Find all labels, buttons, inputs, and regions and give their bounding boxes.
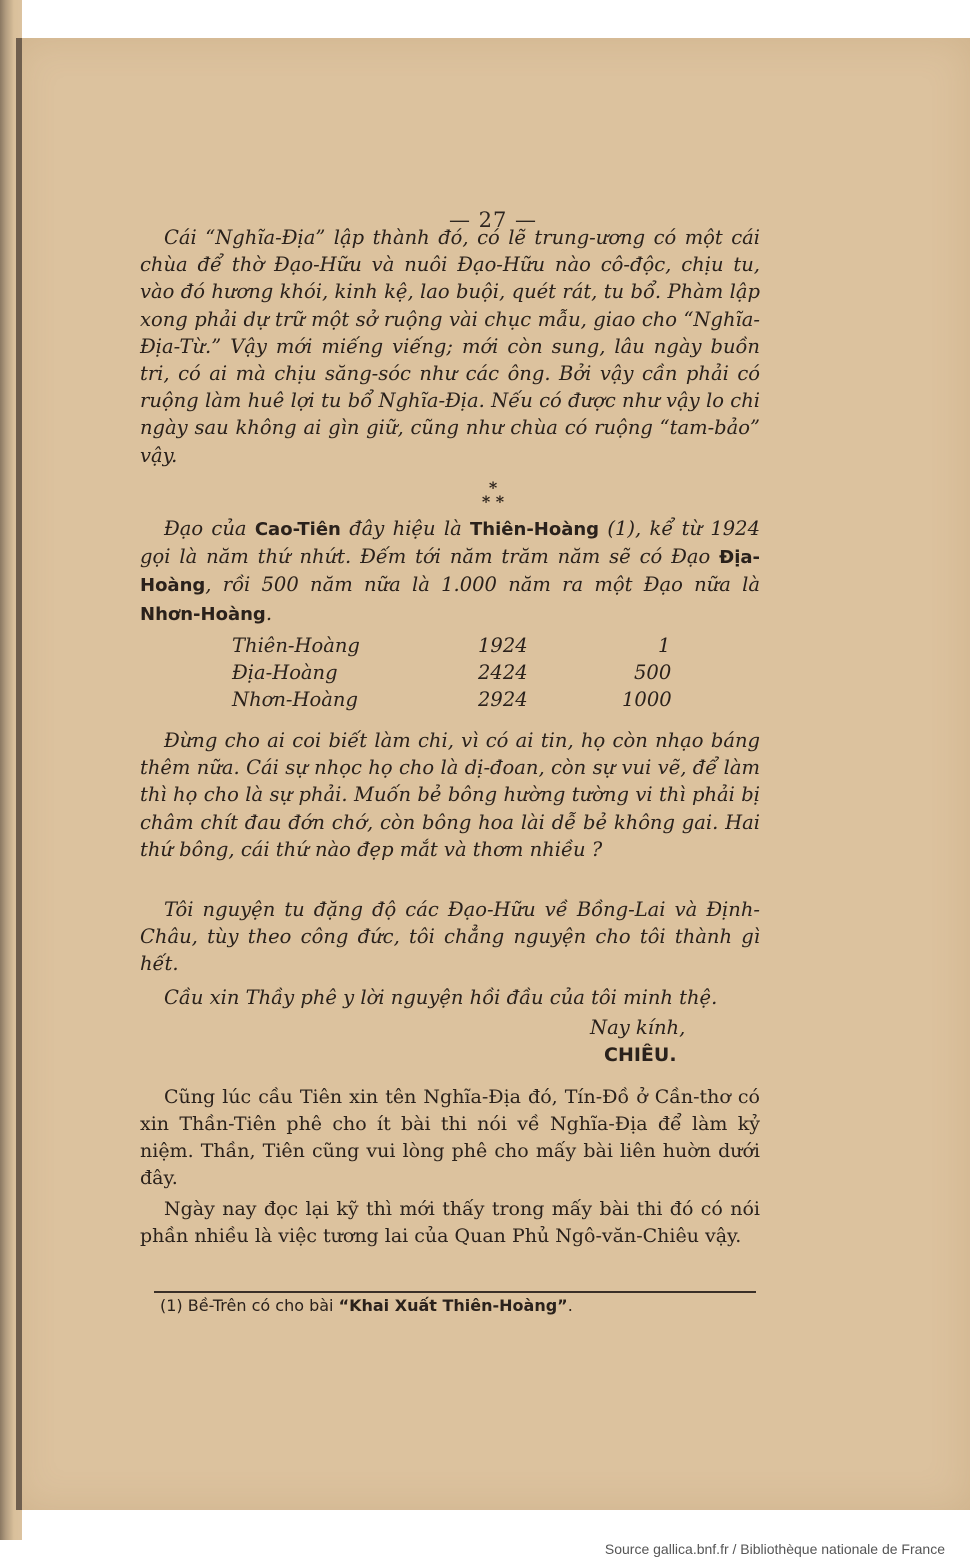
paragraph-7: Ngày nay đọc lại kỹ thì mới thấy trong mấy bài thi đó có nói phần nhiều là việc tương lai của Quan Phủ Ngô-văn-Chiêu vậy. [140,1198,760,1247]
paragraph-1: Cái “Nghĩa-Địa” lập thành đó, có lẽ trung-ương có một cái chùa để thờ Đạo-Hữu và nuôi Đạo-Hữu nào cô-độc, chịu tu, vào đó hương khói, kinh kệ, lao buội, quét rát, tu bổ. Phàm lập xong phải dự trữ một sở ruộng vài chục mẫu, giao cho “Nghĩa-Địa-Từ.” Vậy mới miếng viếng; mới còn sung, lâu ngày buồn tri, có ai mà chịu săng-sóc như các ông. Bởi vậy cần phải có ruộng làm huê lợi tu bổ Nghĩa-Địa. Nếu có được như vậy lo chi ngày sau không ai gìn giữ, cũng như chùa có ruộng “tam-bảo” vậy. [140,226,760,467]
term-dia-hoang: Địa-Hoàng [140,547,760,597]
era-year: 1924 [478,634,528,657]
era-name: Nhơn-Hoàng [232,688,358,711]
para2-text-2: đây hiệu là [340,517,471,540]
paragraph-5-block [140,984,760,1011]
footnote-rule [154,1291,756,1293]
term-thien-hoang: Thiên-Hoàng [470,519,600,540]
source-credit: Source gallica.bnf.fr / Bibliothèque nationale de France [604,1541,945,1557]
paragraph-3: Đừng cho ai coi biết làm chi, vì có ai tin, họ còn nhạo báng thêm nữa. Cái sự nhọc họ cho là dị-đoan, còn sự vui vẽ, để làm thì họ cho là sự phải. Muốn bẻ bông hường tường vi thì phải bị châm chít đau đớn chớ, còn bông hoa lài dễ bẻ không gai. Hai thứ bông, cái thứ nào đẹp mắt và thơm nhiều ? [140,729,760,861]
paragraph-6-block [140,1084,760,1192]
table-row [16,688,970,716]
para2-text-5: . [265,601,273,625]
paragraph-4: Tôi nguyện tu đặng độ các Đạo-Hữu về Bồng-Lai và Định-Châu, tùy theo công đức, tôi chẳng nguyện cho tôi thành gì hết. [140,898,760,976]
paragraph-2 [140,515,760,628]
paragraph-1-block [140,224,760,469]
footnote [160,1296,573,1315]
paragraph-6: Cũng lúc cầu Tiên xin tên Nghĩa-Địa đó, Tín-Đồ ở Cần-thơ có xin Thần-Tiên phê cho ít bài thi nói về Nghĩa-Địa để làm kỷ niệm. Thần, Tiên cũng vui lòng phê cho mấy bài liên huờn dưới đây. [140,1086,760,1189]
paragraph-5: Cầu xin Thầy phê y lời nguyện hồi đầu của tôi minh thệ. [164,986,718,1009]
footnote-prefix: (1) Bề-Trên có cho bài [160,1296,339,1315]
era-year: 2924 [478,688,528,711]
era-count: 1 [658,634,671,657]
term-nhon-hoang: Nhơn-Hoàng [140,603,266,625]
section-divider-top: * [488,478,498,497]
footnote-suffix: . [567,1296,573,1315]
page-spine [16,38,22,1510]
closing-salutation: Nay kính, [590,1016,686,1039]
era-count: 500 [634,661,672,684]
era-count: 1000 [622,688,672,711]
footnote-title: “Khai Xuất Thiên-Hoàng” [338,1296,568,1315]
section-divider-bottom: * * [481,492,505,511]
era-name: Địa-Hoàng [232,661,338,684]
book-page [16,38,970,1510]
page-number: — 27 — [448,208,538,232]
paragraph-4-block [140,896,760,978]
paragraph-3-block [140,727,760,863]
era-year: 2424 [478,661,528,684]
paragraph-7-block [140,1196,760,1250]
para2-text-1: Đạo của [164,517,255,540]
paragraph-2-block [140,515,760,628]
table-row [16,661,970,689]
para2-text-4: , rồi 500 năm nữa là 1.000 năm ra một Đạo nữa là [205,573,760,597]
term-cao-tien: Cao-Tiên [254,519,341,540]
para2-text-3: (1), kể từ 1924 gọi là năm thứ nhứt. Đếm tới năm trăm năm sẽ có Đạo [140,517,760,569]
table-row [16,634,970,662]
signature: CHIÊU. [604,1044,677,1066]
era-name: Thiên-Hoàng [232,634,360,657]
